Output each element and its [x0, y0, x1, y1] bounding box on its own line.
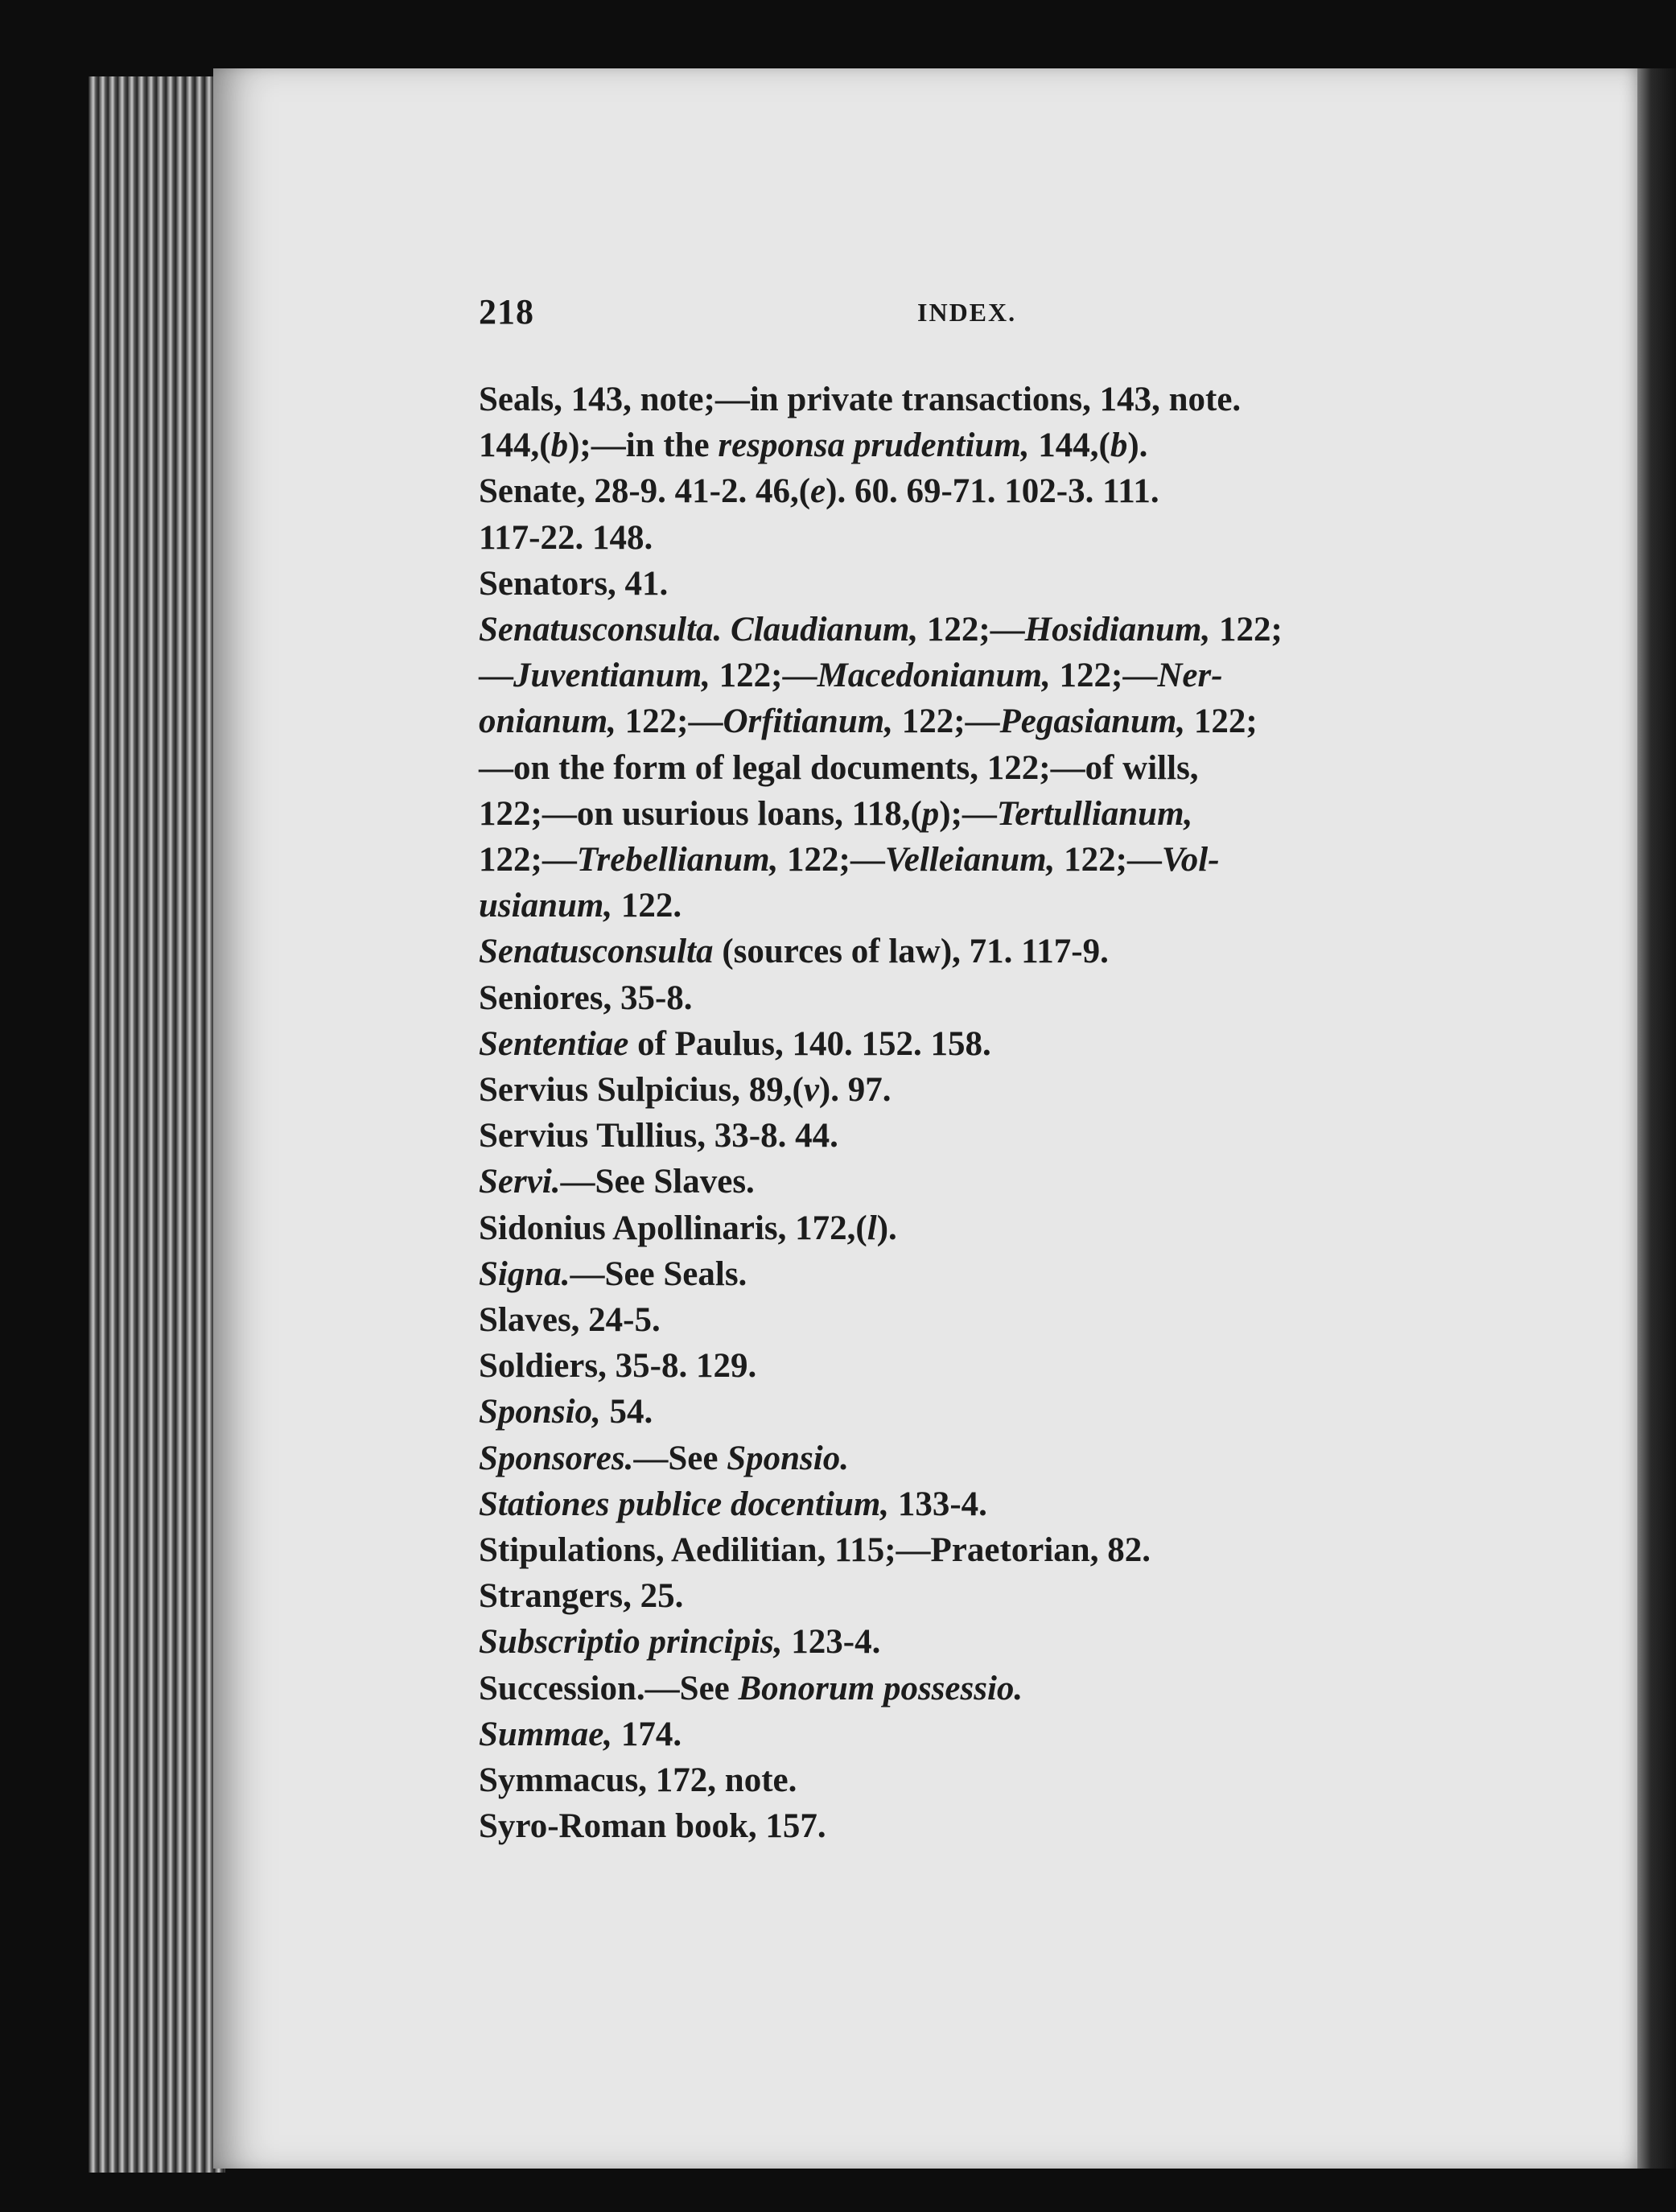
index-entry — [479, 1343, 1485, 1389]
index-entry-line — [479, 1619, 1485, 1665]
text: Succession.—See — [479, 1669, 739, 1707]
text: 117-22. 148. — [479, 518, 653, 557]
italic-text: Sponsio, — [479, 1393, 601, 1431]
italic-text: b — [1110, 426, 1128, 465]
text: 123-4. — [782, 1623, 881, 1662]
italic-text: Bonorum possessio. — [738, 1669, 1023, 1707]
text: Stipulations, Aedilitian, 115;—Praetorian, 82. — [479, 1531, 1151, 1570]
text: 54. — [600, 1393, 653, 1431]
text: Soldiers, 35-8. 129. — [479, 1347, 757, 1386]
index-entry-line — [479, 561, 1485, 607]
index-entry — [479, 1666, 1485, 1712]
index-entry-line — [479, 377, 1485, 422]
text: Servius Sulpicius, 89,( — [479, 1071, 804, 1110]
index-entry — [479, 1527, 1485, 1573]
text: ). 60. 69-71. 102-3. 111. — [826, 472, 1159, 511]
index-entry-line — [479, 1573, 1485, 1619]
index-entry — [479, 1481, 1485, 1527]
italic-text: Summae, — [479, 1715, 613, 1753]
index-entry-line — [479, 837, 1485, 883]
index-entry-line — [479, 929, 1485, 974]
text: ). — [876, 1209, 897, 1247]
index-entry-line — [479, 468, 1485, 514]
index-entry-line — [479, 975, 1485, 1021]
italic-text: responsa prudentium, — [718, 426, 1030, 465]
index-entry-line — [479, 791, 1485, 837]
italic-text: Trebellianum, — [576, 841, 779, 879]
page-shadow-right — [1637, 68, 1676, 2169]
index-entry-line — [479, 1159, 1485, 1205]
index-entry-line — [479, 1343, 1485, 1389]
index-entry-line — [479, 1712, 1485, 1757]
index-entry — [479, 1297, 1485, 1343]
index-entry-line — [479, 653, 1485, 698]
text: 122;— — [710, 657, 817, 695]
index-entry-line — [479, 1205, 1485, 1251]
italic-text: Senatusconsulta — [479, 933, 714, 971]
page-header — [479, 291, 1460, 340]
index-entry — [479, 1573, 1485, 1619]
index-entry-line — [479, 745, 1485, 791]
text: 122;— — [1050, 657, 1158, 695]
italic-text: v — [803, 1071, 819, 1110]
index-entry — [479, 929, 1485, 974]
index-entries — [479, 377, 1485, 1850]
index-entry — [479, 607, 1485, 929]
italic-text: Ner- — [1157, 657, 1223, 695]
italic-text: e — [810, 472, 826, 511]
italic-text: Velleianum, — [884, 841, 1056, 879]
italic-text: Servi. — [479, 1163, 561, 1201]
index-entry-line — [479, 1067, 1485, 1113]
text: Senators, 41. — [479, 564, 669, 603]
text: Seniores, 35-8. — [479, 978, 693, 1017]
index-entry-line — [479, 698, 1485, 744]
index-entry — [479, 1436, 1485, 1481]
running-head: INDEX. — [917, 298, 1017, 327]
text: 122;— — [1055, 841, 1162, 879]
index-entry — [479, 1803, 1485, 1849]
text: 122;— — [616, 702, 723, 741]
italic-text: Sponsio. — [727, 1439, 849, 1477]
index-entry — [479, 1021, 1485, 1067]
text: 122;— — [892, 702, 1000, 741]
text: 122;—on usurious loans, 118,( — [479, 794, 922, 833]
text: —See Seals. — [570, 1254, 747, 1293]
text: Senate, 28-9. 41-2. 46,( — [479, 472, 811, 511]
index-entry-line — [479, 1389, 1485, 1435]
index-entry — [479, 468, 1485, 560]
index-entry-line — [479, 1757, 1485, 1803]
index-entry — [479, 1619, 1485, 1665]
index-entry-line — [479, 515, 1485, 561]
text: of Paulus, 140. 152. 158. — [628, 1024, 991, 1063]
index-entry-line — [479, 607, 1485, 653]
text: 174. — [612, 1715, 682, 1753]
index-entry-line — [479, 422, 1485, 468]
italic-text: Signa. — [479, 1254, 570, 1293]
index-entry-line — [479, 1436, 1485, 1481]
page-number: 218 — [479, 292, 534, 332]
index-entry — [479, 377, 1485, 468]
page-edges — [89, 76, 225, 2173]
index-entry-line — [479, 1481, 1485, 1527]
text: 122;— — [778, 841, 885, 879]
text: );— — [939, 794, 997, 833]
text: ). 97. — [818, 1071, 892, 1110]
index-entry — [479, 1251, 1485, 1297]
index-entry-line — [479, 1297, 1485, 1343]
italic-text: Hosidianum, — [1024, 611, 1211, 649]
index-entry-line — [479, 1251, 1485, 1297]
index-entry — [479, 1712, 1485, 1757]
index-entry-line — [479, 883, 1485, 929]
italic-text: onianum, — [479, 702, 616, 741]
index-entry — [479, 975, 1485, 1021]
text: 144,( — [1029, 426, 1110, 465]
text: 122; — [1210, 611, 1283, 649]
index-entry — [479, 1205, 1485, 1251]
text: ). — [1127, 426, 1148, 465]
index-entry-line — [479, 1021, 1485, 1067]
text: —See Slaves. — [560, 1163, 755, 1201]
text: Syro-Roman book, 157. — [479, 1807, 826, 1846]
italic-text: l — [867, 1209, 877, 1247]
italic-text: Tertullianum, — [996, 794, 1193, 833]
index-entry-line — [479, 1666, 1485, 1712]
italic-text: b — [550, 426, 569, 465]
text: 122;— — [479, 841, 577, 879]
italic-text: Sponsores. — [479, 1439, 634, 1477]
index-entry-line — [479, 1113, 1485, 1159]
text: 122; — [1185, 702, 1258, 741]
text: 122. — [612, 887, 682, 925]
italic-text: usianum, — [479, 887, 613, 925]
text: Strangers, 25. — [479, 1577, 684, 1616]
text: Servius Tullius, 33-8. 44. — [479, 1117, 838, 1155]
text: 122;— — [918, 611, 1025, 649]
italic-text: Sententiae — [479, 1024, 629, 1063]
text: Symmacus, 172, note. — [479, 1761, 797, 1800]
italic-text: Senatusconsulta. Claudianum, — [479, 611, 919, 649]
text: 144,( — [479, 426, 551, 465]
index-entry — [479, 561, 1485, 607]
index-entry — [479, 1113, 1485, 1159]
italic-text: Orfitianum, — [723, 702, 893, 741]
text: (sources of law), 71. 117-9. — [713, 933, 1109, 971]
italic-text: Stationes publice docentium, — [479, 1485, 890, 1523]
index-entry — [479, 1389, 1485, 1435]
italic-text: Juventianum, — [513, 657, 710, 695]
index-entry — [479, 1159, 1485, 1205]
index-entry-line — [479, 1527, 1485, 1573]
text: );—in the — [568, 426, 719, 465]
index-entry — [479, 1757, 1485, 1803]
italic-text: p — [921, 794, 940, 833]
text: — — [479, 657, 513, 695]
italic-text: Vol- — [1161, 841, 1220, 879]
italic-text: Subscriptio principis, — [479, 1623, 783, 1662]
italic-text: Macedonianum, — [817, 657, 1051, 695]
text: —See — [633, 1439, 727, 1477]
text: Seals, 143, note;—in private transactions, 143, note. — [479, 381, 1242, 418]
index-entry — [479, 1067, 1485, 1113]
italic-text: Pegasianum, — [999, 702, 1186, 741]
text: —on the form of legal documents, 122;—of wills, — [479, 748, 1199, 787]
index-entry-line — [479, 1803, 1485, 1849]
text: Sidonius Apollinaris, 172,( — [479, 1209, 867, 1247]
text: Slaves, 24-5. — [479, 1301, 661, 1340]
text: 133-4. — [889, 1485, 987, 1523]
